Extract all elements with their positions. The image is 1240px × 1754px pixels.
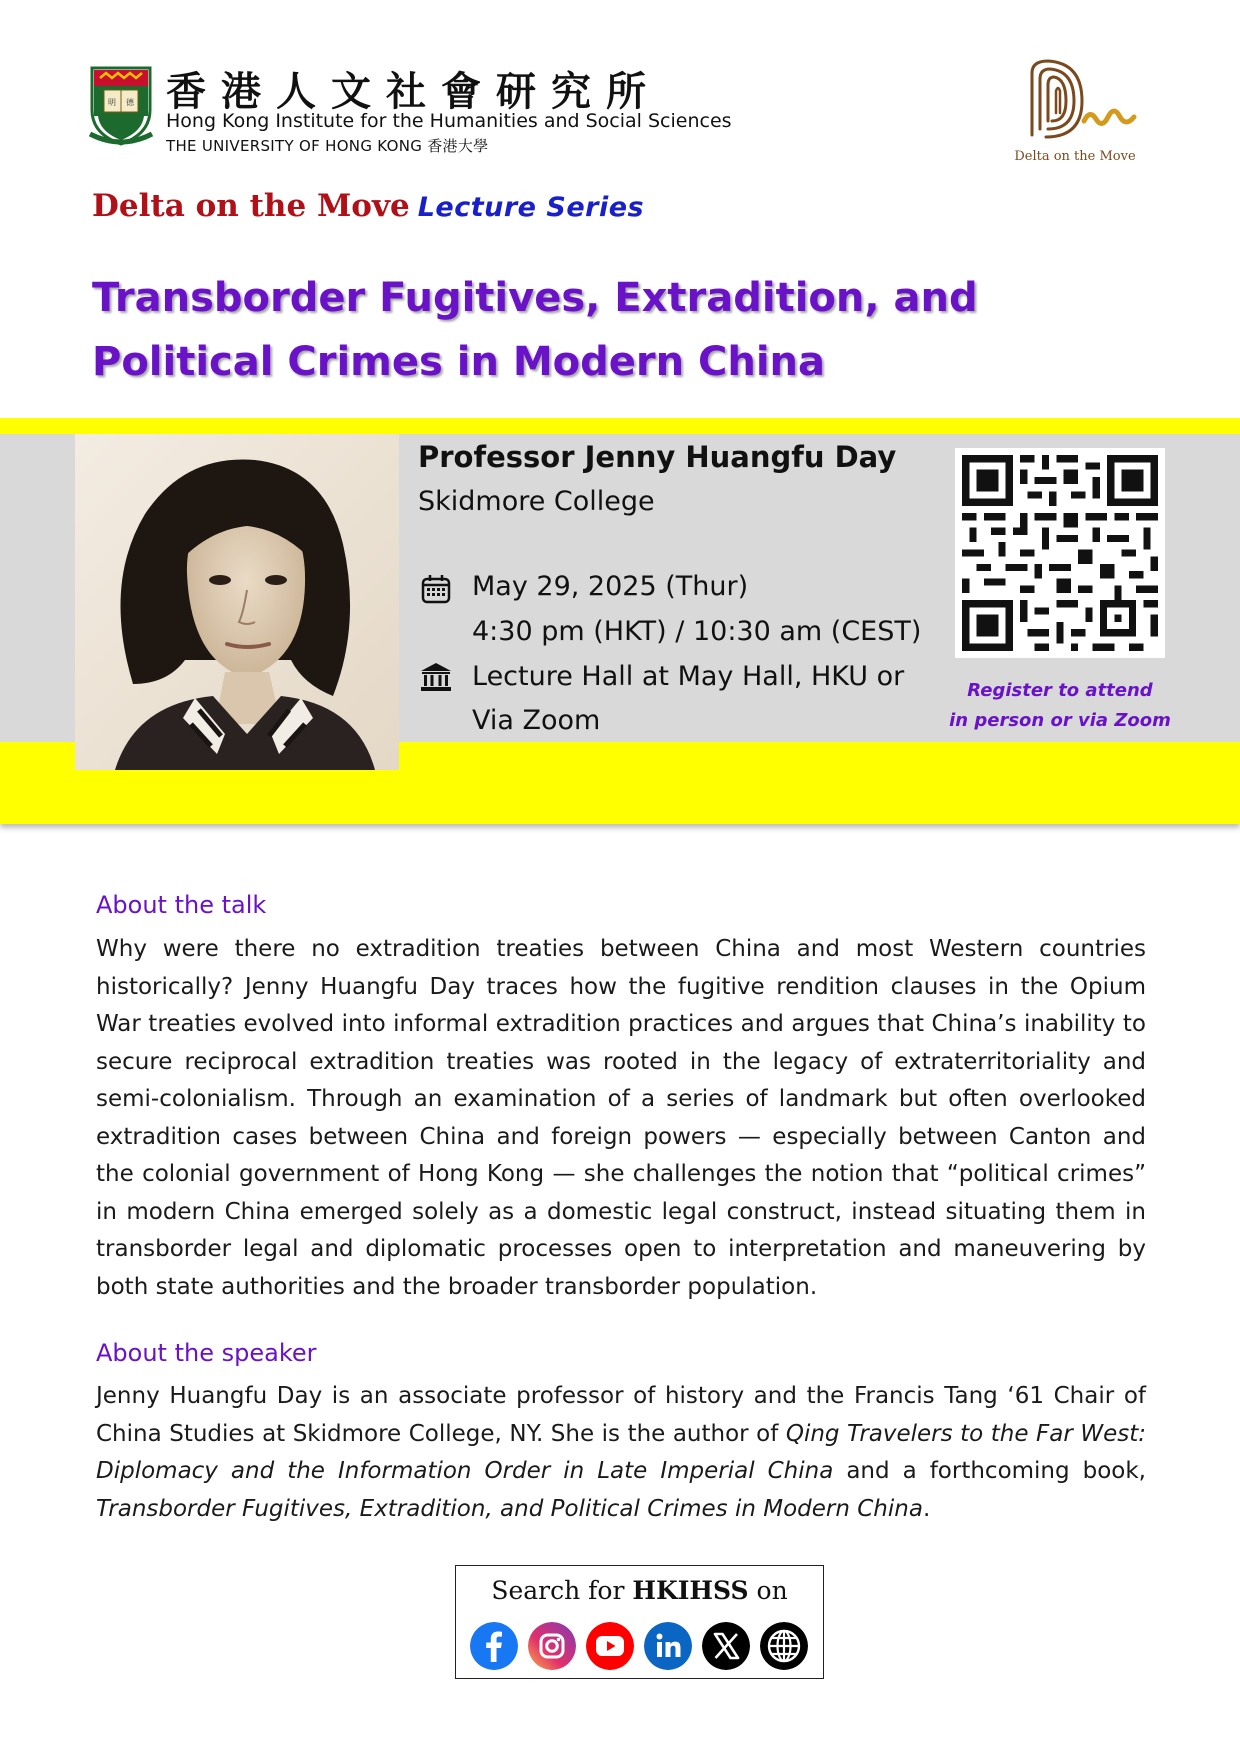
social-prefix: Search for [491, 1576, 633, 1605]
about-talk-heading: About the talk [96, 891, 267, 919]
book-title-1: Qing Travelers to the Far West: Diplomacy and the Information Order in Late Imperial China [96, 1420, 1146, 1484]
website-globe-icon[interactable] [760, 1622, 808, 1670]
social-search-label [456, 1576, 823, 1605]
speaker-name: Professor Jenny Huangfu Day [418, 440, 897, 474]
institute-chinese-name: 香港人文社會研究所 [166, 68, 661, 115]
lecture-series-heading [92, 188, 644, 224]
book-title-2: Transborder Fugitives, Extradition, and Political Crimes in Modern China [96, 1495, 923, 1522]
series-label: Lecture Series [417, 192, 645, 223]
x-icon[interactable] [702, 1622, 750, 1670]
event-venue-line1: Lecture Hall at May Hall, HKU or [472, 661, 905, 692]
speaker-photo [75, 434, 399, 770]
lecture-title: Transborder Fugitives, Extradition, and Political Crimes in Modern China [92, 275, 978, 385]
university-name: THE UNIVERSITY OF HONG KONG 香港大學 [166, 137, 489, 155]
speaker-bio-text-2: and a forthcoming book, [833, 1458, 1146, 1484]
linkedin-icon[interactable] [644, 1622, 692, 1670]
partner-logo-caption: Delta on the Move [1014, 149, 1136, 164]
speaker-affiliation: Skidmore College [418, 486, 655, 517]
delta-on-the-move-logo [1010, 55, 1140, 145]
facebook-icon[interactable] [470, 1622, 518, 1670]
registration-qr-code[interactable] [955, 448, 1165, 658]
event-time: 4:30 pm (HKT) / 10:30 am (CEST) [472, 616, 922, 647]
social-media-box [455, 1565, 824, 1679]
about-speaker-body [96, 1378, 1146, 1528]
institute-english-name: Hong Kong Institute for the Humanities and Social Sciences [166, 110, 732, 132]
calendar-icon [420, 573, 452, 605]
social-handle: HKIHSS [632, 1576, 749, 1605]
register-line2: in person or via Zoom [949, 710, 1171, 731]
social-suffix: on [748, 1576, 788, 1605]
svg-text:明: 明 [108, 98, 116, 107]
hku-crest-logo [88, 64, 154, 148]
register-note [940, 676, 1180, 736]
venue-building-icon [420, 662, 452, 692]
event-date: May 29, 2025 (Thur) [472, 571, 749, 602]
speaker-bio-text-3: . [922, 1495, 931, 1522]
about-talk-body: Why were there no extradition treaties between China and most Western countries historically? Jenny Huangfu Day traces how the fugitive rendition clauses in the Opium War treaties evolved into informal extradition practices and argues that China’s inability to secure reciprocal extradition treaties was rooted in the legacy of extraterritoriality and semi-colonialism. Through an examination of a series of landmark but often overlooked extradition cases between China and foreign powers — especially between Canton and the colonial government of Hong Kong — she challenges the notion that “political crimes” in modern China emerged solely as a domestic legal construct, instead situating them in transborder legal and diplomatic processes open to interpretation and maneuvering by both state authorities and the broader transborder population. [96, 936, 1146, 1300]
series-name: Delta on the Move [92, 188, 410, 224]
svg-text:德: 德 [126, 98, 134, 107]
about-speaker-heading: About the speaker [96, 1339, 317, 1367]
speaker-bio-text-1: Jenny Huangfu Day is an associate professor of history and the Francis Tang ‘61 Chair of China Studies at Skidmore College, NY. She is the author of [96, 1383, 1146, 1447]
event-venue-line2: Via Zoom [472, 705, 601, 736]
register-line1: Register to attend [967, 680, 1153, 701]
instagram-icon[interactable] [528, 1622, 576, 1670]
youtube-icon[interactable] [586, 1622, 634, 1670]
